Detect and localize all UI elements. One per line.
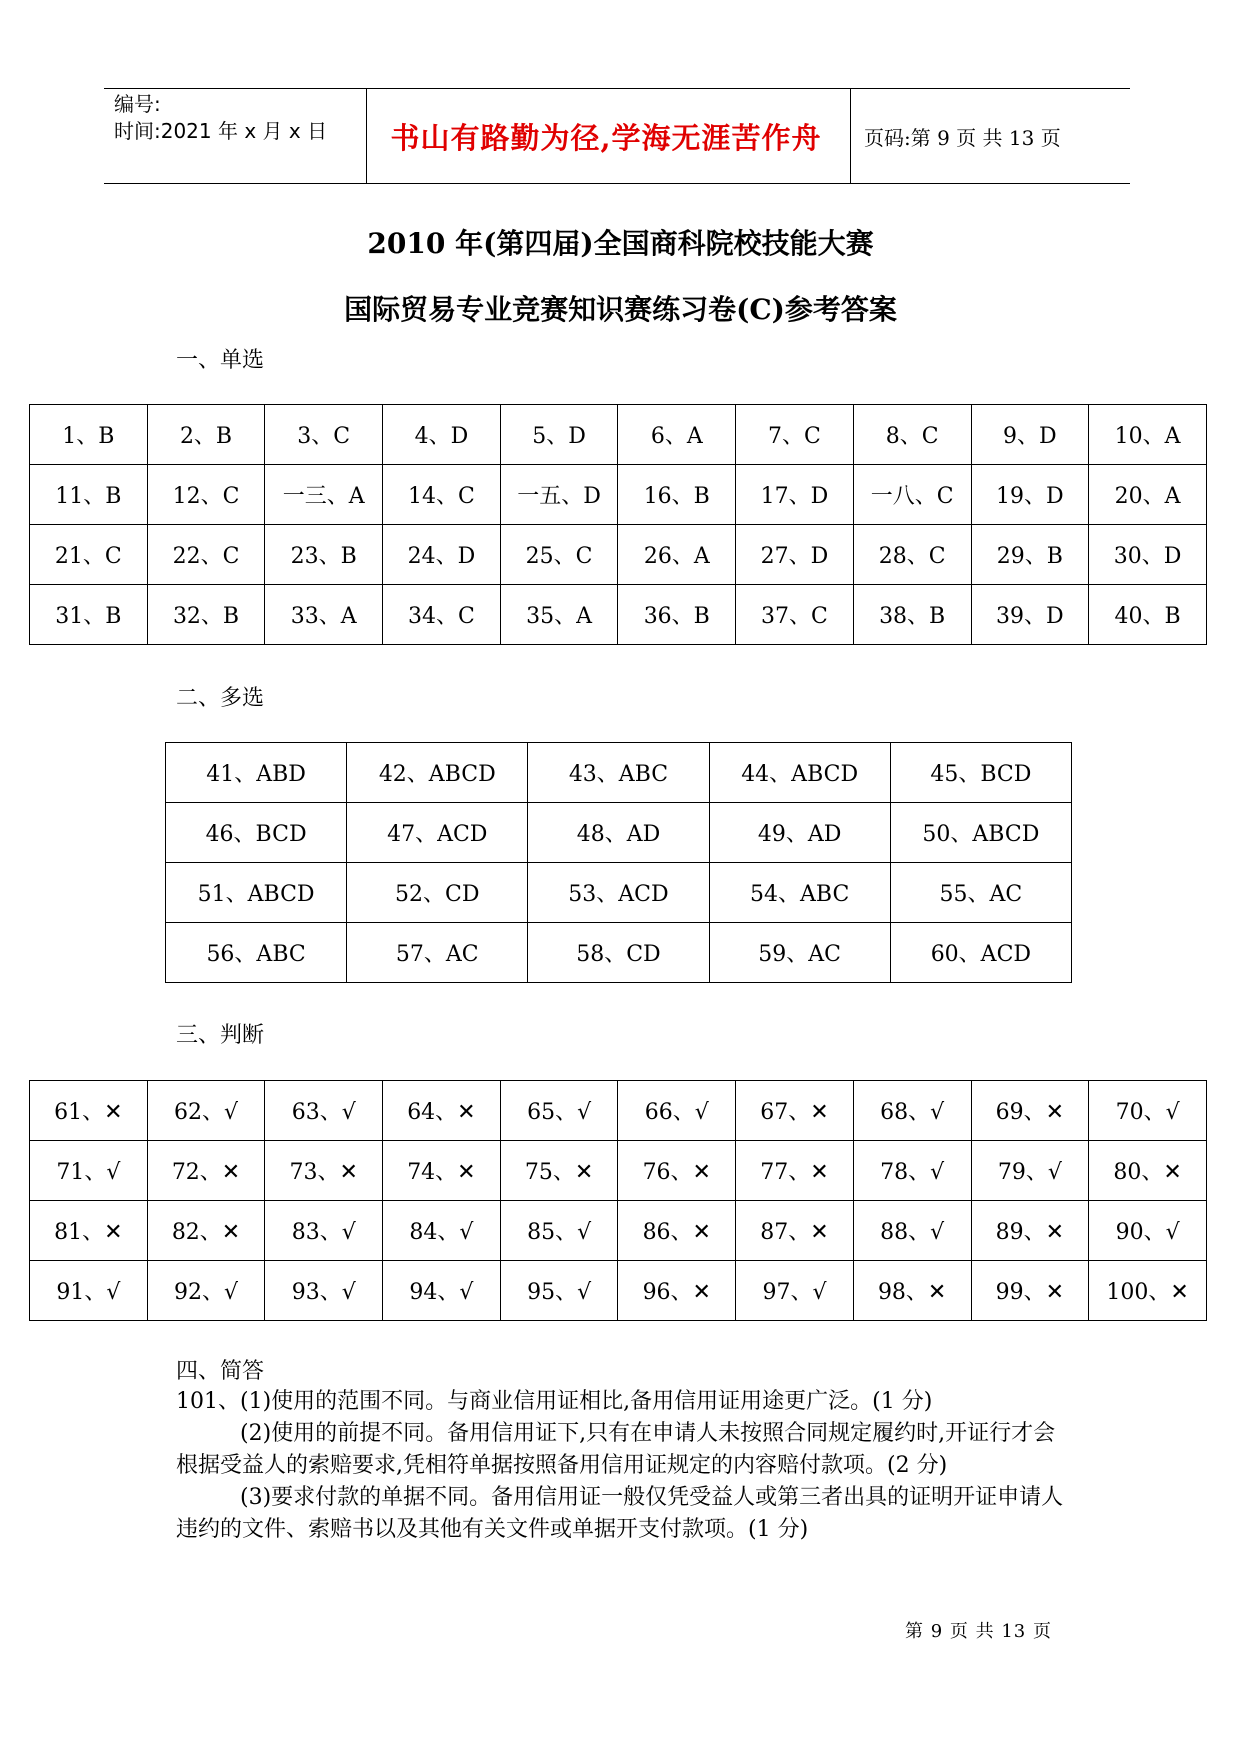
multiple-choice-cell: 54、ABC: [709, 863, 890, 923]
true-false-cell: 63、√: [265, 1081, 383, 1141]
single-choice-row: [30, 585, 1207, 645]
multiple-choice-cell: 45、BCD: [890, 743, 1071, 803]
multiple-choice-cell: 56、ABC: [166, 923, 347, 983]
true-false-cell: 87、✕: [736, 1201, 854, 1261]
true-false-row: [30, 1081, 1207, 1141]
true-false-cell: 69、✕: [971, 1081, 1089, 1141]
true-false-cell: 74、✕: [383, 1141, 501, 1201]
multiple-choice-row: [166, 803, 1072, 863]
section-true-false: 三、判断: [176, 1023, 265, 1048]
single-choice-cell: 3、C: [265, 405, 383, 465]
multiple-choice-cell: 46、BCD: [166, 803, 347, 863]
multiple-choice-cell: 60、ACD: [890, 923, 1071, 983]
true-false-cell: 94、√: [383, 1261, 501, 1321]
multiple-choice-cell: 48、AD: [528, 803, 709, 863]
true-false-cell: 62、√: [147, 1081, 265, 1141]
true-false-cell: 72、✕: [147, 1141, 265, 1201]
true-false-cell: 99、✕: [971, 1261, 1089, 1321]
true-false-cell: 78、√: [853, 1141, 971, 1201]
single-choice-cell: 22、C: [147, 525, 265, 585]
title-line-2: 国际贸易专业竞赛知识赛练习卷(C)参考答案: [344, 293, 897, 326]
single-choice-cell: 2、B: [147, 405, 265, 465]
single-choice-cell: 17、D: [736, 465, 854, 525]
true-false-cell: 77、✕: [736, 1141, 854, 1201]
true-false-cell: 89、✕: [971, 1201, 1089, 1261]
single-choice-cell: 23、B: [265, 525, 383, 585]
true-false-table: [29, 1080, 1207, 1321]
single-choice-cell: 一八、C: [853, 465, 971, 525]
single-choice-cell: 5、D: [500, 405, 618, 465]
true-false-row: [30, 1141, 1207, 1201]
single-choice-cell: 1、B: [30, 405, 148, 465]
true-false-cell: 97、√: [736, 1261, 854, 1321]
true-false-cell: 90、√: [1089, 1201, 1207, 1261]
short-answer-body: [176, 1386, 1076, 1546]
multiple-choice-cell: 44、ABCD: [709, 743, 890, 803]
single-choice-cell: 14、C: [383, 465, 501, 525]
header-info: [114, 91, 327, 145]
true-false-cell: 66、√: [618, 1081, 736, 1141]
multiple-choice-cell: 57、AC: [347, 923, 528, 983]
single-choice-row: [30, 405, 1207, 465]
single-choice-cell: 19、D: [971, 465, 1089, 525]
single-choice-cell: 38、B: [853, 585, 971, 645]
single-choice-cell: 26、A: [618, 525, 736, 585]
single-choice-cell: 24、D: [383, 525, 501, 585]
multiple-choice-cell: 53、ACD: [528, 863, 709, 923]
multiple-choice-cell: 42、ABCD: [347, 743, 528, 803]
multiple-choice-row: [166, 923, 1072, 983]
true-false-cell: 95、√: [500, 1261, 618, 1321]
true-false-cell: 71、√: [30, 1141, 148, 1201]
single-choice-cell: 一三、A: [265, 465, 383, 525]
multiple-choice-cell: 59、AC: [709, 923, 890, 983]
single-choice-cell: 39、D: [971, 585, 1089, 645]
multiple-choice-cell: 50、ABCD: [890, 803, 1071, 863]
true-false-cell: 91、√: [30, 1261, 148, 1321]
single-choice-cell: 12、C: [147, 465, 265, 525]
section-short-answer: 四、简答: [176, 1359, 265, 1384]
single-choice-cell: 25、C: [500, 525, 618, 585]
single-choice-cell: 35、A: [500, 585, 618, 645]
page-footer: 第 9 页 共 13 页: [905, 1621, 1052, 1642]
single-choice-cell: 40、B: [1089, 585, 1207, 645]
time-label: 时间:2021 年 x 月 x 日: [114, 119, 328, 143]
true-false-cell: 73、✕: [265, 1141, 383, 1201]
single-choice-cell: 4、D: [383, 405, 501, 465]
title-line-1: 2010 年(第四届)全国商科院校技能大赛: [367, 227, 874, 260]
header-page-number: 页码:第 9 页 共 13 页: [864, 125, 1061, 150]
answer-101-part-1: 101、(1)使用的范围不同。与商业信用证相比,备用信用证用途更广泛。(1 分): [176, 1389, 933, 1414]
multiple-choice-row: [166, 743, 1072, 803]
multiple-choice-cell: 41、ABD: [166, 743, 347, 803]
single-choice-cell: 31、B: [30, 585, 148, 645]
serial-label: 编号:: [114, 92, 161, 116]
header-box: [104, 88, 1130, 184]
single-choice-cell: 9、D: [971, 405, 1089, 465]
true-false-cell: 70、√: [1089, 1081, 1207, 1141]
multiple-choice-cell: 43、ABC: [528, 743, 709, 803]
true-false-cell: 100、✕: [1089, 1261, 1207, 1321]
single-choice-cell: 28、C: [853, 525, 971, 585]
true-false-cell: 98、✕: [853, 1261, 971, 1321]
multiple-choice-row: [166, 863, 1072, 923]
multiple-choice-cell: 51、ABCD: [166, 863, 347, 923]
single-choice-cell: 36、B: [618, 585, 736, 645]
multiple-choice-cell: 52、CD: [347, 863, 528, 923]
true-false-cell: 85、√: [500, 1201, 618, 1261]
true-false-cell: 93、√: [265, 1261, 383, 1321]
multiple-choice-table: [165, 742, 1072, 983]
header-motto: 书山有路勤为径,学海无涯苦作舟: [390, 120, 822, 155]
true-false-cell: 86、✕: [618, 1201, 736, 1261]
single-choice-cell: 21、C: [30, 525, 148, 585]
true-false-row: [30, 1261, 1207, 1321]
true-false-cell: 88、√: [853, 1201, 971, 1261]
section-single-choice: 一、单选: [176, 348, 265, 373]
true-false-cell: 65、√: [500, 1081, 618, 1141]
true-false-cell: 80、✕: [1089, 1141, 1207, 1201]
true-false-cell: 84、√: [383, 1201, 501, 1261]
single-choice-row: [30, 465, 1207, 525]
true-false-cell: 67、✕: [736, 1081, 854, 1141]
true-false-cell: 96、✕: [618, 1261, 736, 1321]
true-false-row: [30, 1201, 1207, 1261]
true-false-cell: 83、√: [265, 1201, 383, 1261]
single-choice-cell: 34、C: [383, 585, 501, 645]
answer-101-part-2: (2)使用的前提不同。备用信用证下,只有在申请人未按照合同规定履约时,开证行才会根据受益人的索赔要求,凭相符单据按照备用信用证规定的内容赔付款项。(2 分): [176, 1421, 1056, 1478]
true-false-cell: 64、✕: [383, 1081, 501, 1141]
header-divider-right: [850, 89, 851, 183]
single-choice-cell: 8、C: [853, 405, 971, 465]
multiple-choice-cell: 55、AC: [890, 863, 1071, 923]
true-false-cell: 76、✕: [618, 1141, 736, 1201]
single-choice-cell: 29、B: [971, 525, 1089, 585]
multiple-choice-cell: 58、CD: [528, 923, 709, 983]
single-choice-cell: 16、B: [618, 465, 736, 525]
true-false-cell: 61、✕: [30, 1081, 148, 1141]
single-choice-cell: 6、A: [618, 405, 736, 465]
single-choice-cell: 20、A: [1089, 465, 1207, 525]
true-false-cell: 68、√: [853, 1081, 971, 1141]
multiple-choice-cell: 49、AD: [709, 803, 890, 863]
single-choice-cell: 11、B: [30, 465, 148, 525]
answer-101-part-3: (3)要求付款的单据不同。备用信用证一般仅凭受益人或第三者出具的证明开证申请人违约的文件、索赔书以及其他有关文件或单据开支付款项。(1 分): [176, 1485, 1064, 1542]
true-false-cell: 81、✕: [30, 1201, 148, 1261]
multiple-choice-cell: 47、ACD: [347, 803, 528, 863]
true-false-cell: 82、✕: [147, 1201, 265, 1261]
single-choice-cell: 一五、D: [500, 465, 618, 525]
section-multiple-choice: 二、多选: [176, 686, 265, 711]
true-false-cell: 79、√: [971, 1141, 1089, 1201]
single-choice-table: [29, 404, 1207, 645]
single-choice-cell: 37、C: [736, 585, 854, 645]
single-choice-cell: 10、A: [1089, 405, 1207, 465]
single-choice-cell: 7、C: [736, 405, 854, 465]
single-choice-cell: 33、A: [265, 585, 383, 645]
single-choice-cell: 32、B: [147, 585, 265, 645]
single-choice-cell: 27、D: [736, 525, 854, 585]
single-choice-cell: 30、D: [1089, 525, 1207, 585]
single-choice-row: [30, 525, 1207, 585]
true-false-cell: 75、✕: [500, 1141, 618, 1201]
true-false-cell: 92、√: [147, 1261, 265, 1321]
